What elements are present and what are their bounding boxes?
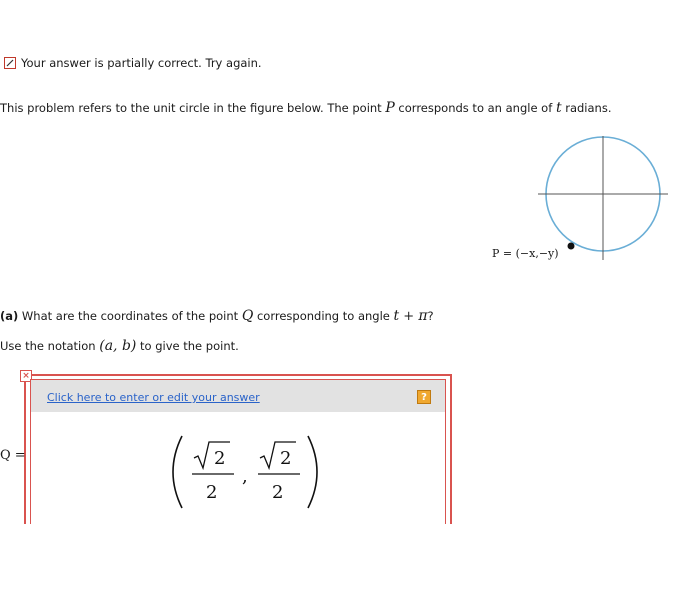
- notation-instruction: Use the notation (a, b) to give the point.: [0, 338, 239, 354]
- close-icon[interactable]: ×: [20, 370, 32, 382]
- part-a-tag: (a): [0, 309, 19, 323]
- numerator-1: 2: [214, 448, 226, 469]
- numerator-2: 2: [280, 448, 292, 469]
- answer-header: [31, 380, 445, 412]
- answer-label: Q =: [0, 448, 26, 463]
- edit-answer-link[interactable]: Click here to enter or edit your answer: [47, 391, 260, 404]
- part-a-question: (a) What are the coordinates of the point Q corresponding to angle t + π?: [0, 308, 434, 324]
- separator-comma: ,: [242, 466, 248, 487]
- point-p: P: [385, 100, 395, 116]
- status-message: [4, 56, 262, 70]
- angle-t: t: [555, 100, 562, 116]
- help-button[interactable]: ?: [417, 390, 431, 404]
- point-p-marker: [568, 243, 575, 250]
- answer-expression: [168, 432, 328, 512]
- left-paren: [173, 436, 182, 508]
- pencil-edit-icon: [4, 57, 16, 69]
- denominator-1: 2: [206, 482, 218, 503]
- notation-value: (a, b): [99, 338, 137, 354]
- point-p-label: P = (−x,−y): [492, 247, 559, 260]
- problem-statement: This problem refers to the unit circle in the figure below. The point P corresponds to an angle of t radians.: [0, 100, 612, 116]
- denominator-2: 2: [272, 482, 284, 503]
- status-text: Your answer is partially correct. Try again.: [21, 56, 262, 70]
- right-paren: [308, 436, 317, 508]
